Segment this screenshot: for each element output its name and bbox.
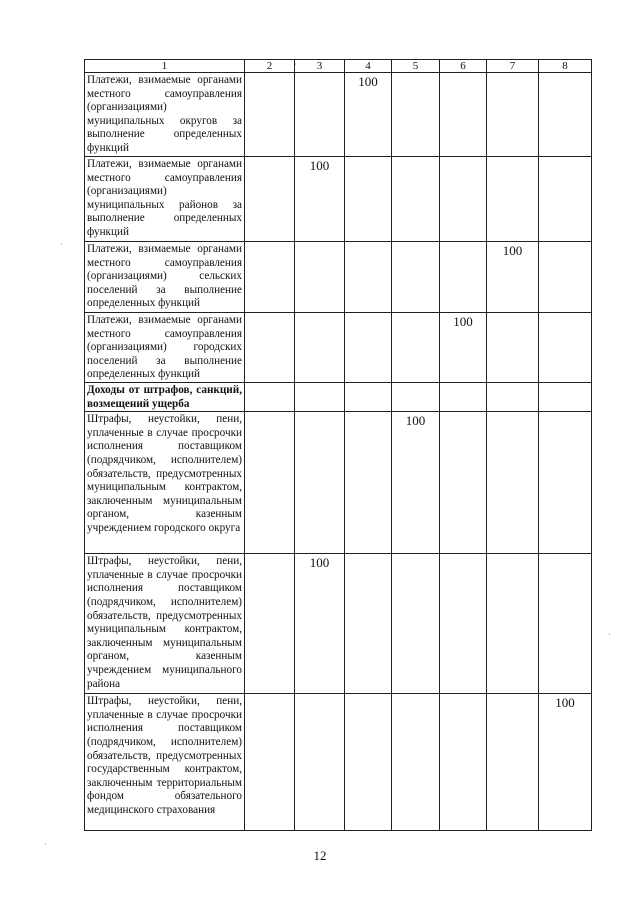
row-description: Штрафы, неустойки, пени, уплаченные в случае просрочки исполнения поставщиком (подрядчиком, исполнителем) обязательств, предусмотренных государственным контрактом, заключенным территориальным фондом обязательного медицинского страхования: [85, 694, 245, 831]
value-cell: [245, 313, 295, 383]
row-description: Платежи, взимаемые органами местного самоуправления (организациями) муниципальных районов за выполнение определенных функций: [85, 157, 245, 242]
value-cell: [539, 242, 592, 313]
value-cell: [245, 694, 295, 831]
value-cell: [392, 694, 440, 831]
table-body: [85, 60, 592, 831]
table-row: [85, 242, 592, 313]
table-row: [85, 383, 592, 412]
table-row: [85, 73, 592, 157]
value-cell: [295, 694, 345, 831]
value-cell: [487, 383, 539, 412]
value-cell: [245, 242, 295, 313]
value-cell: [295, 383, 345, 412]
value-cell: 100: [539, 694, 592, 831]
scan-speck: ·: [44, 840, 47, 849]
row-description: Платежи, взимаемые органами местного самоуправления (организациями) сельских поселений за выполнение определенных функций: [85, 242, 245, 313]
column-header: 6: [440, 60, 487, 73]
value-cell: [440, 73, 487, 157]
value-cell: [295, 313, 345, 383]
value-cell: [539, 412, 592, 554]
value-cell: [440, 694, 487, 831]
value-cell: [345, 694, 392, 831]
row-description: Платежи, взимаемые органами местного самоуправления (организациями) муниципальных округов за выполнение определенных функций: [85, 73, 245, 157]
value-cell: [539, 383, 592, 412]
page-number: 12: [313, 848, 327, 863]
column-header: 2: [245, 60, 295, 73]
column-header: 4: [345, 60, 392, 73]
table-row: [85, 694, 592, 831]
value-cell: 100: [345, 73, 392, 157]
value-cell: [245, 73, 295, 157]
table-row: [85, 157, 592, 242]
value-cell: [487, 313, 539, 383]
value-cell: [345, 412, 392, 554]
value-cell: [392, 313, 440, 383]
value-cell: [392, 73, 440, 157]
value-cell: [440, 383, 487, 412]
value-cell: [487, 694, 539, 831]
value-cell: [295, 73, 345, 157]
column-header: 8: [539, 60, 592, 73]
table-row: [85, 412, 592, 554]
value-cell: [392, 242, 440, 313]
value-cell: [440, 554, 487, 694]
value-cell: 100: [487, 242, 539, 313]
value-cell: [245, 157, 295, 242]
value-cell: [539, 73, 592, 157]
value-cell: [245, 412, 295, 554]
value-cell: [440, 412, 487, 554]
value-cell: [245, 383, 295, 412]
value-cell: [487, 157, 539, 242]
header-row: [85, 60, 592, 73]
value-cell: 100: [440, 313, 487, 383]
column-header: 1: [85, 60, 245, 73]
budget-table: [84, 59, 592, 831]
value-cell: [487, 412, 539, 554]
value-cell: [539, 554, 592, 694]
value-cell: [345, 554, 392, 694]
value-cell: [245, 554, 295, 694]
value-cell: [487, 73, 539, 157]
value-cell: [295, 242, 345, 313]
table-row: [85, 313, 592, 383]
row-description: Платежи, взимаемые органами местного самоуправления (организациями) городских поселений за выполнение определенных функций: [85, 313, 245, 383]
value-cell: [345, 383, 392, 412]
value-cell: [539, 157, 592, 242]
value-cell: [487, 554, 539, 694]
scan-speck: ·: [294, 60, 297, 69]
value-cell: 100: [295, 157, 345, 242]
row-description: Штрафы, неустойки, пени, уплаченные в случае просрочки исполнения поставщиком (подрядчиком, исполнителем) обязательств, предусмотренных муниципальным контрактом, заключенным муниципальным органом, казенным учреждением муниципального района: [85, 554, 245, 694]
value-cell: [392, 554, 440, 694]
value-cell: [440, 242, 487, 313]
value-cell: 100: [392, 412, 440, 554]
column-header: 3: [295, 60, 345, 73]
row-description: Доходы от штрафов, санкций, возмещений ущерба: [85, 383, 245, 412]
value-cell: [392, 383, 440, 412]
scan-speck: ·: [60, 240, 63, 249]
value-cell: [392, 157, 440, 242]
value-cell: [440, 157, 487, 242]
value-cell: [295, 412, 345, 554]
row-description: Штрафы, неустойки, пени, уплаченные в случае просрочки исполнения поставщиком (подрядчиком, исполнителем) обязательств, предусмотренных муниципальным контрактом, заключенным муниципальным органом, казенным учреждением городского округа: [85, 412, 245, 554]
value-cell: [345, 313, 392, 383]
value-cell: [539, 313, 592, 383]
value-cell: 100: [295, 554, 345, 694]
column-header: 7: [487, 60, 539, 73]
value-cell: [345, 157, 392, 242]
table-row: [85, 554, 592, 694]
column-header: 5: [392, 60, 440, 73]
scan-speck: ·: [608, 630, 611, 639]
value-cell: [345, 242, 392, 313]
